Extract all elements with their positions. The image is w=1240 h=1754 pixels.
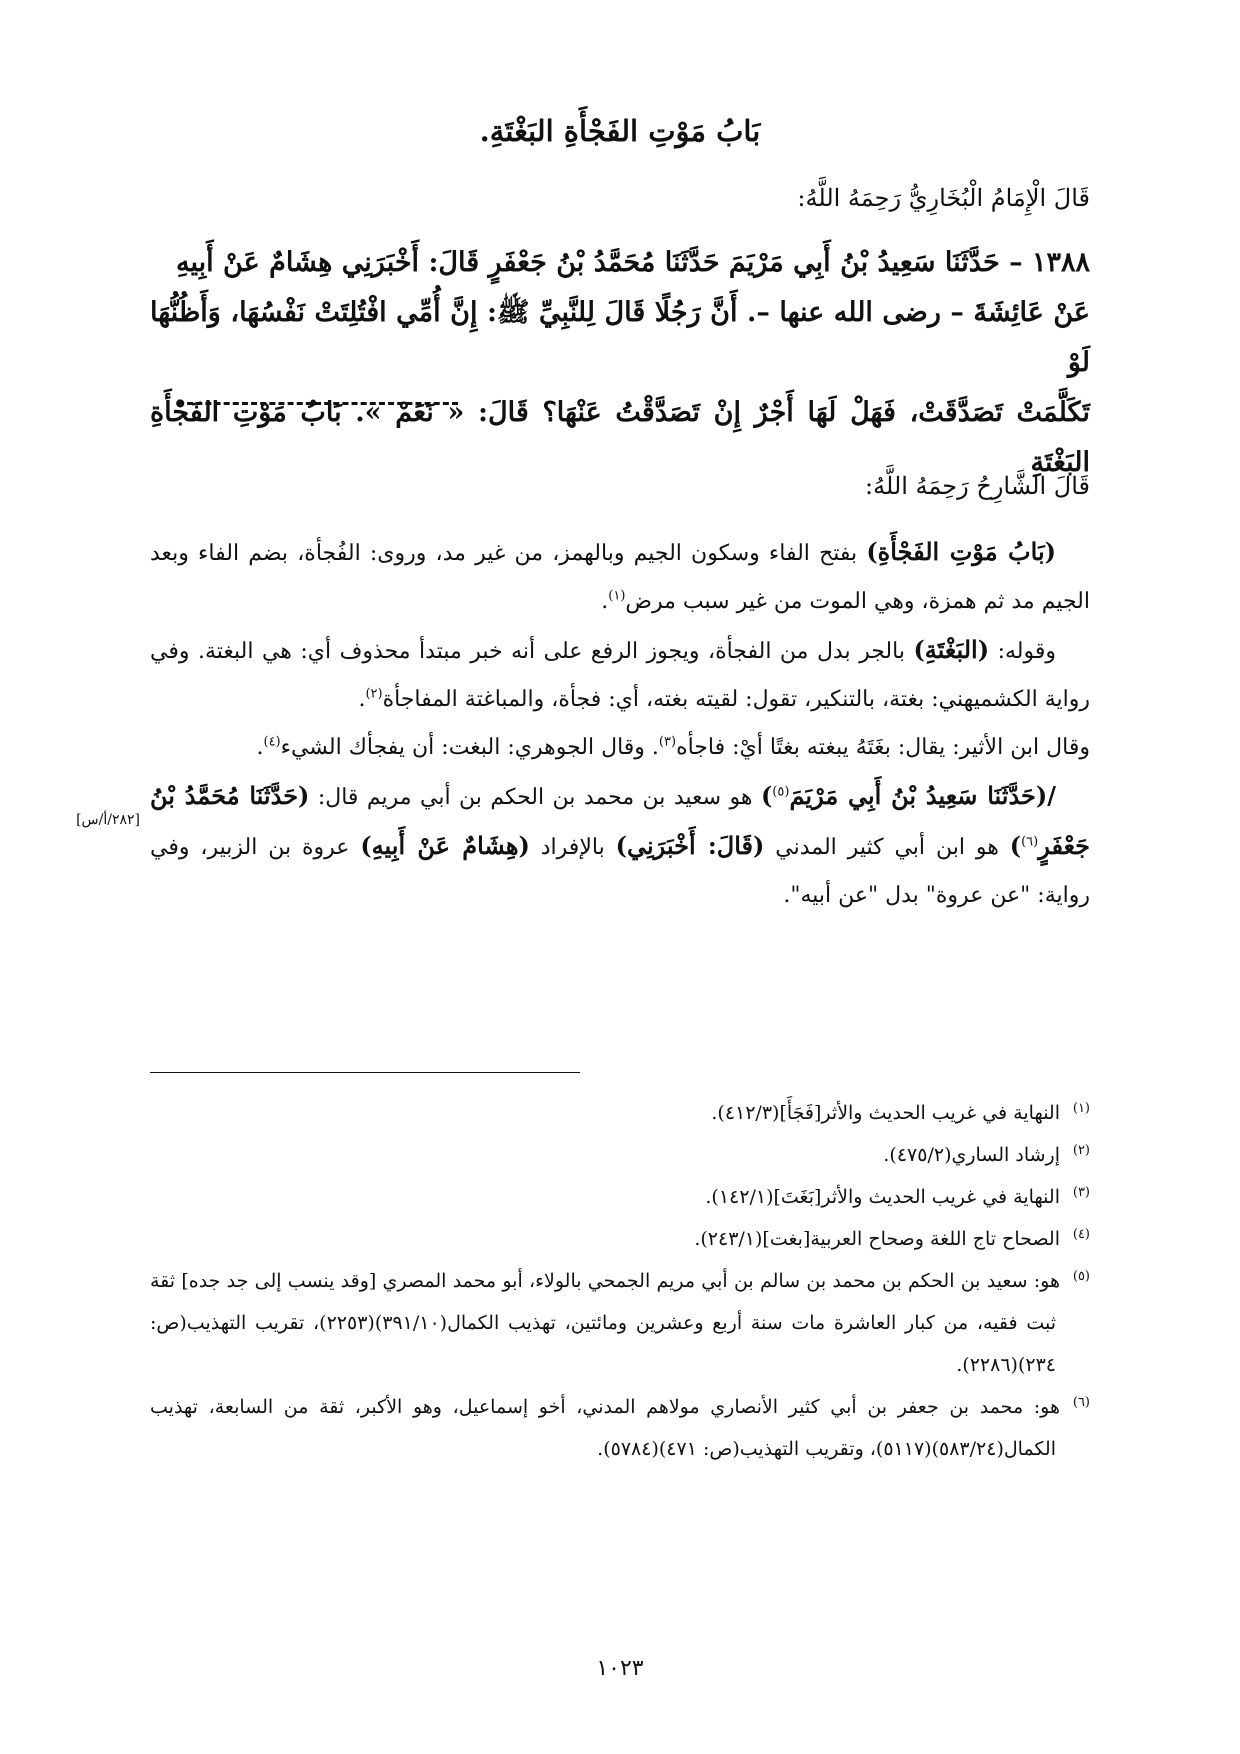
footnote-item: $^{(٥)}$هو: سعيد بن الحكم بن محمد بن سالم بن أبي مريم الجمحي بالولاء، أبو محمد المصري [وقد ينسب إلى جد جده] ثقة ثبت فقيه، من كبار العاشرة مات سنة أربع وعشرين ومائتين، تهذيب الكمال(٣٩١/١٠)(٢٢٥٣)، تقريب التهذيب(ص: ٢٣٤)(٢٢٨٦). [150,1268,1090,1376]
hadith-line: تَكَلَّمَتْ تَصَدَّقَتْ، فَهَلْ لَهَا أَجْرٌ إِنْ تَصَدَّقْتُ عَنْهَا؟ قَالَ: « نَعَمْ ». بَابُ مَوْتِ الفَجْأَةِ البَغْتَةِ [150,397,1090,478]
commentary-paragraph [150,772,1090,920]
bold-quote: /(حَدَّثَنَا سَعِيدُ بْنُ أَبِي مَرْيَمَ [789,781,1056,810]
bold-quote: (حَدَّثَنَا مُحَمَّدُ بْنُ جَعْفَرٍ [150,781,1090,860]
page-number: ١٠٢٣ [596,1656,644,1681]
footnote-ref[interactable]: (١) [608,588,626,604]
commentary-text: بفتح الفاء وسكون الجيم وبالهمز، من غير مد، وروى: الفُجأة، بضم الفاء وبعد الجيم مد ثم همزة، وهي الموت من غير سبب مرض [150,541,1090,614]
footnote-item: $^{(١)}$النهاية في غريب الحديث والأثر[فَجَأَ](٤١٢/٣). [711,1100,1090,1124]
bold-quote: ) [1009,831,1022,860]
bold-quote: ) [760,781,773,810]
bold-quote: (البَغْتَةِ) [913,635,990,664]
commentary-text: . وقال الجوهري: البغت: أن يفجأك الشيء [280,735,659,760]
footnote-ref[interactable]: (٢) [365,686,383,702]
footnote-text: هو: سعيد بن الحكم بن محمد بن سالم بن أبي مريم الجمحي بالولاء، أبو محمد المصري [وقد ينسب إلى جد جده] ثقة ثبت فقيه، من كبار العاشرة مات سنة أربع وعشرين ومائتين، تهذيب الكمال(٣٩١/١٠)(٢٢٥٣)، تقريب التهذيب(ص: ٢٣٤)(٢٢٨٦). [150,1270,1060,1376]
footnote-text: إرشاد الساري(٤٧٥/٢). [883,1144,1060,1166]
hadith-line: عَنْ عَائِشَةَ – رضى الله عنها –. أَنَّ رَجُلًا قَالَ لِلنَّبِيِّ ﷺ: إِنَّ أُمِّي افْتُلِتَتْ نَفْسُهَا، وَأَظُنُّهَا لَوْ [150,297,1090,378]
footnotes [150,1092,1090,1470]
footnote-text: هو: محمد بن جعفر بن أبي كثير الأنصاري مولاهم المدني، أخو إسماعيل، وهو الأكبر، ثقة من السابعة، تهذيب الكمال(٥٨٣/٢٤)(٥١١٧)، وتقريب التهذيب(ص: ٤٧١)(٥٧٨٤). [150,1396,1060,1460]
footnote-item: $^{(٢)}$إرشاد الساري(٤٧٥/٢). [883,1142,1090,1166]
commentary [150,528,1090,920]
footnote-text: النهاية في غريب الحديث والأثر[بَغَتَ](١٤٢/١). [705,1186,1060,1208]
footnote-item: $^{(٣)}$النهاية في غريب الحديث والأثر[بَغَتَ](١٤٢/١). [705,1184,1090,1208]
footnote-item: $^{(٤)}$الصحاح تاج اللغة وصحاح العربية[بغت](٢٤٣/١). [694,1226,1090,1250]
commentary-text: هو ابن أبي كثير المدني [764,835,1010,860]
manuscript-margin-reference: [٢٨٢/أ/س] [76,812,140,828]
chapter-title: بَابُ مَوْتِ الفَجْأَةِ البَغْتَةِ. [479,114,761,148]
footnote-ref[interactable]: (٣) [658,734,677,750]
commentary-text: وقوله: [989,639,1056,664]
punct: . [358,687,366,712]
commentary-paragraph [150,528,1090,626]
footnote-ref[interactable]: (٦) [1021,834,1039,850]
punct: . [256,735,264,760]
dashed-separator [178,402,458,405]
commentary-text: بالإفراد [529,835,616,860]
footnote-ref[interactable]: (٤) [263,734,281,750]
footnote-ref[interactable]: (٥) [772,784,790,800]
commentary-paragraph [150,724,1090,772]
commentary-text: هو سعيد بن محمد بن الحكم بن أبي مريم قال: [309,785,761,810]
footnote-text: النهاية في غريب الحديث والأثر[فَجَأَ](٤١٢/٣). [711,1102,1060,1124]
footnote-separator [150,1072,580,1073]
hadith-text [150,238,1090,488]
commentary-text: بالجر بدل من الفجأة، ويجوز الرفع على أنه خبر مبتدأ محذوف أي: هي البغتة. وفي رواية الكشميهني: بغتة، بالتنكير، تقول: لقيته بغته، أي: فجأة، والمباغتة المفاجأة [150,639,1090,712]
bold-quote: (بَابُ مَوْتِ الفَجْأَةِ) [866,537,1057,566]
sharih-label: قَالَ الشَّارِحُ رَحِمَهُ اللَّهُ: [865,472,1090,500]
commentary-paragraph [150,626,1090,724]
bold-quote: (هِشَامٌ عَنْ أَبِيهِ) [360,831,530,860]
commentary-text: عروة بن الزبير، وفي رواية: "عن عروة" بدل "عن أبيه". [150,835,1090,908]
punct: . [601,589,609,614]
hadith-line: ١٣٨٨ – حَدَّثَنَا سَعِيدُ بْنُ أَبِي مَرْيَمَ حَدَّثَنَا مُحَمَّدُ بْنُ جَعْفَرٍ قَالَ: أَخْبَرَنِي هِشَامٌ عَنْ أَبِيهِ [176,247,1090,278]
bold-quote: (قَالَ: أَخْبَرَنِي) [615,831,765,860]
imam-label: قَالَ الْإِمَامُ الْبُخَارِيُّ رَحِمَهُ اللَّهُ: [797,184,1090,212]
commentary-text: وقال ابن الأثير: يقال: بغَتَهُ يبغته بغتًا أيْ: فاجأه [676,735,1090,760]
footnote-text: الصحاح تاج اللغة وصحاح العربية[بغت](٢٤٣/١). [694,1228,1060,1250]
footnote-item: $^{(٦)}$هو: محمد بن جعفر بن أبي كثير الأنصاري مولاهم المدني، أخو إسماعيل، وهو الأكبر، ثقة من السابعة، تهذيب الكمال(٥٨٣/٢٤)(٥١١٧)، وتقريب التهذيب(ص: ٤٧١)(٥٧٨٤). [150,1394,1090,1460]
